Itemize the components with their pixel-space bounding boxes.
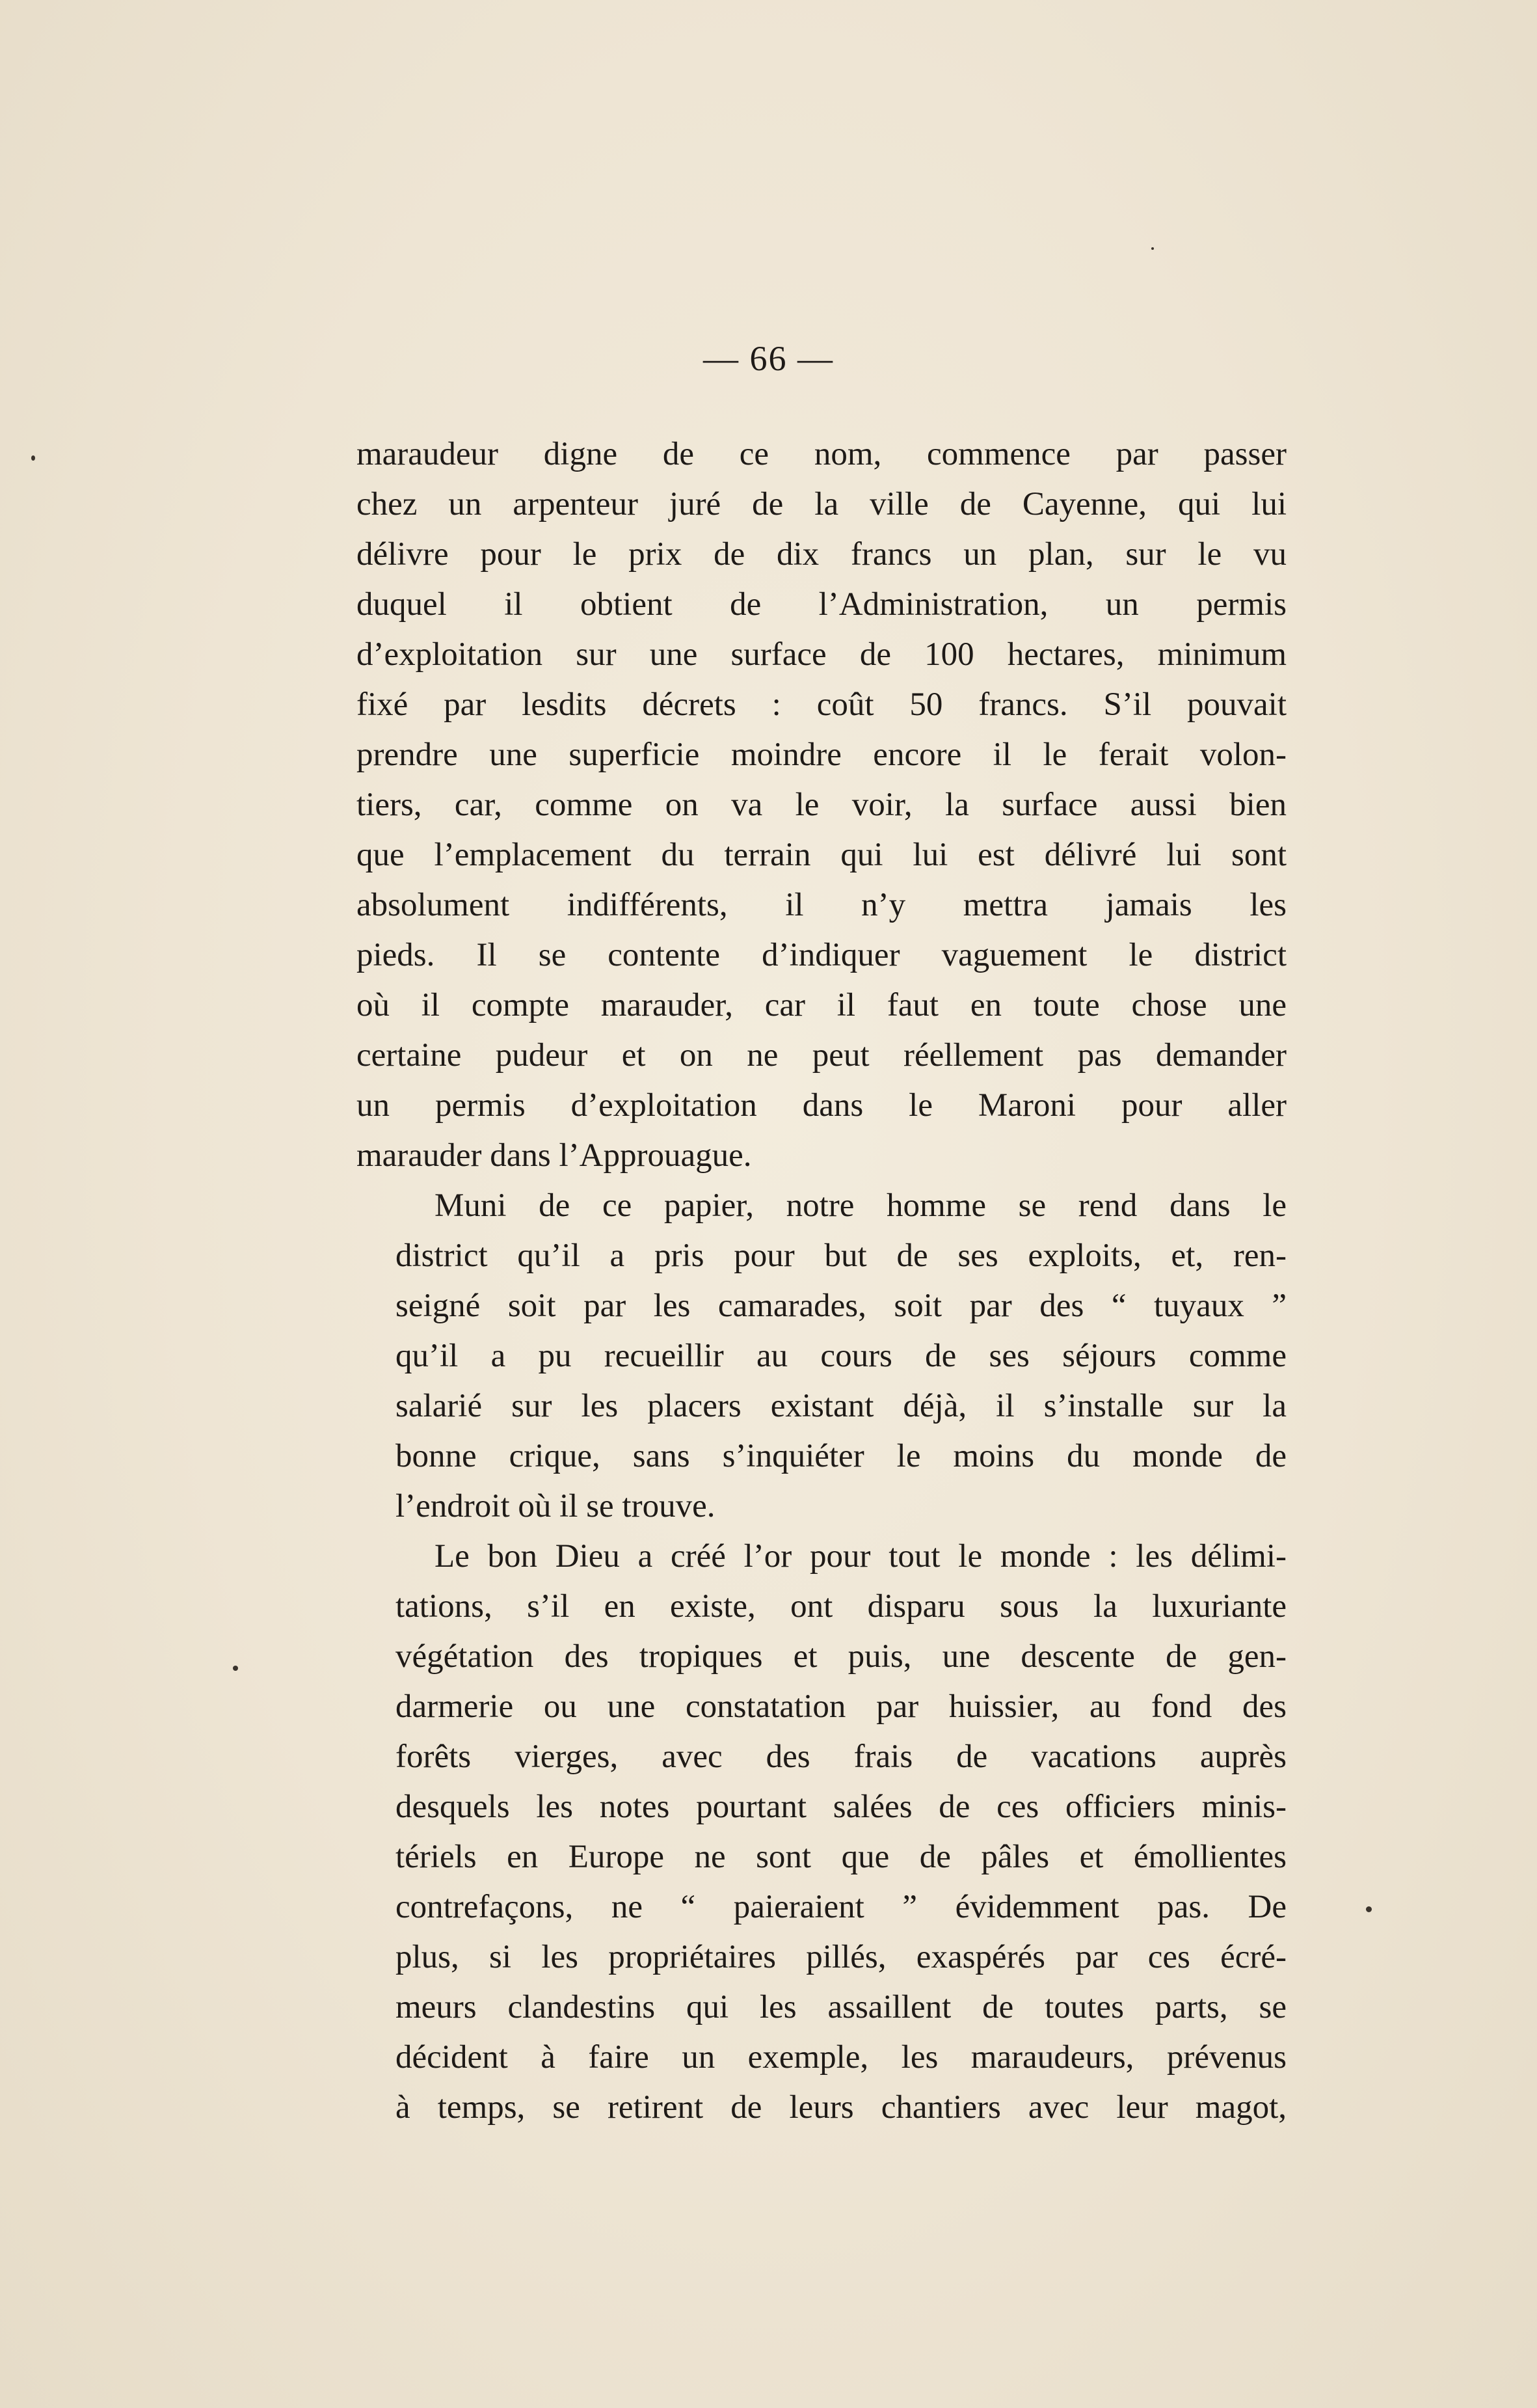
text-line: décident à faire un exemple, les maraudeurs, prévenus <box>395 2039 1287 2076</box>
text-line: tériels en Europe ne sont que de pâles et émollientes <box>395 1839 1287 1875</box>
speck <box>233 1666 238 1671</box>
text-line: duquel il obtient de l’Administration, un permis <box>356 586 1287 623</box>
text-line: que l’emplacement du terrain qui lui est délivré lui sont <box>356 837 1287 873</box>
speck <box>1366 1906 1372 1912</box>
paragraph-1 <box>356 429 1287 1181</box>
text-line: bonne crique, sans s’inquiéter le moins du monde de <box>395 1438 1287 1474</box>
text-line: absolument indifférents, il n’y mettra jamais les <box>356 887 1287 923</box>
speck <box>31 455 35 461</box>
text-line: darmerie ou une constatation par huissier, au fond des <box>395 1688 1287 1725</box>
text-line: à temps, se retirent de leurs chantiers avec leur magot, <box>395 2089 1287 2126</box>
text-line: desquels les notes pourtant salées de ces officiers minis- <box>395 1789 1287 1825</box>
text-line: meurs clandestins qui les assaillent de toutes parts, se <box>395 1989 1287 2025</box>
text-line: d’exploitation sur une surface de 100 hectares, minimum <box>356 636 1287 673</box>
text-line: contrefaçons, ne “ paieraient ” évidemment pas. De <box>395 1889 1287 1925</box>
text-line: tiers, car, comme on va le voir, la surface aussi bien <box>356 787 1287 823</box>
text-line: où il compte marauder, car il faut en toute chose une <box>356 987 1287 1023</box>
body-text <box>356 429 1287 2133</box>
text-line: qu’il a pu recueillir au cours de ses séjours comme <box>395 1338 1287 1374</box>
text-line: marauder dans l’Approuague. <box>356 1137 752 1174</box>
text-line: chez un arpenteur juré de la ville de Cayenne, qui lui <box>356 486 1287 522</box>
text-line: un permis d’exploitation dans le Maroni pour aller <box>356 1087 1287 1124</box>
text-line: Muni de ce papier, notre homme se rend dans le <box>434 1187 1287 1224</box>
text-line: salarié sur les placers existant déjà, il s’installe sur la <box>395 1388 1287 1424</box>
paragraph-2 <box>356 1181 1287 1532</box>
text-line: tations, s’il en existe, ont disparu sous la luxuriante <box>395 1588 1287 1625</box>
text-line: fixé par lesdits décrets : coût 50 francs. S’il pouvait <box>356 686 1287 723</box>
text-line: végétation des tropiques et puis, une descente de gen- <box>395 1638 1287 1675</box>
paragraph-3 <box>356 1532 1287 2133</box>
text-line: pieds. Il se contente d’indiquer vaguement le district <box>356 937 1287 973</box>
text-line: plus, si les propriétaires pillés, exaspérés par ces écré- <box>395 1939 1287 1975</box>
text-line: forêts vierges, avec des frais de vacations auprès <box>395 1738 1287 1775</box>
text-line: Le bon Dieu a créé l’or pour tout le monde : les délimi- <box>434 1538 1287 1575</box>
text-line: l’endroit où il se trouve. <box>395 1488 715 1524</box>
text-line: maraudeur digne de ce nom, commence par passer <box>356 436 1287 472</box>
text-line: délivre pour le prix de dix francs un plan, sur le vu <box>356 536 1287 573</box>
speck <box>1151 247 1154 250</box>
page-number: — 66 — <box>703 339 834 378</box>
text-line: seigné soit par les camarades, soit par des “ tuyaux ” <box>395 1288 1287 1324</box>
text-line: prendre une superficie moindre encore il le ferait volon- <box>356 737 1287 773</box>
text-line: district qu’il a pris pour but de ses exploits, et, ren- <box>395 1238 1287 1274</box>
text-line: certaine pudeur et on ne peut réellement pas demander <box>356 1037 1287 1074</box>
